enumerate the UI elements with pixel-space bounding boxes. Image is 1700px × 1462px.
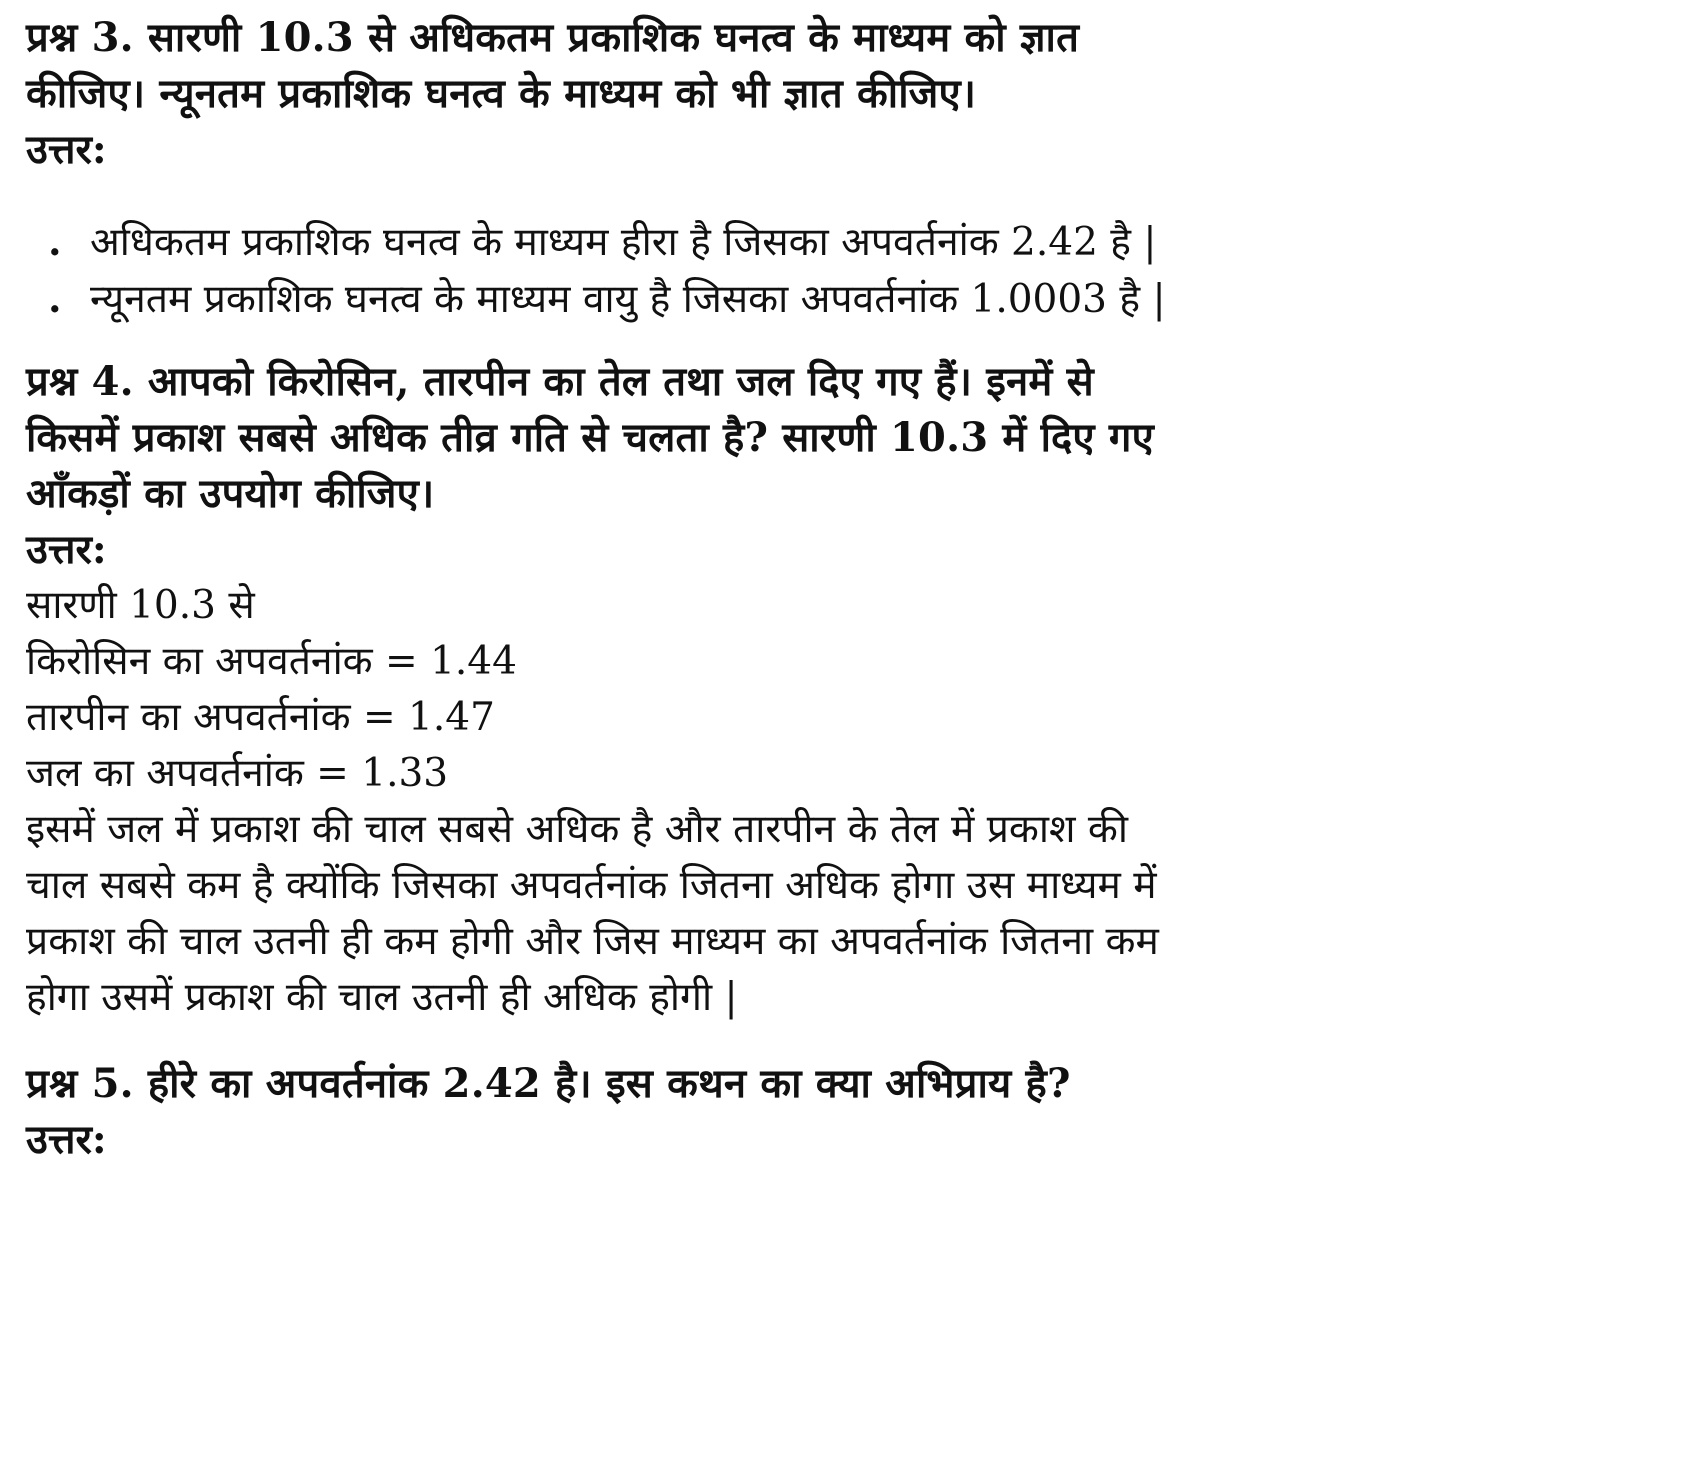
list-item-text: न्यूनतम प्रकाशिक घनत्व के माध्यम वायु है जिसका अपवर्तनांक 1.0003 है | [90, 277, 1166, 322]
question-3-answer-list [26, 214, 1176, 328]
bullet-icon: . [48, 219, 62, 265]
bullet-icon: . [48, 276, 62, 322]
list-item [26, 214, 1176, 271]
answer-explanation: इसमें जल में प्रकाश की चाल सबसे अधिक है और तारपीन के तेल में प्रकाश की चाल सबसे कम है क्योंकि जिसका अपवर्तनांक जितना अधिक होगा उस माध्यम में प्रकाश की चाल उतनी ही कम होगी और जिस माध्यम का अपवर्तनांक जितना कम होगा उसमें प्रकाश की चाल उतनी ही अधिक होगी | [26, 807, 1159, 1020]
list-item-text: अधिकतम प्रकाशिक घनत्व के माध्यम हीरा है जिसका अपवर्तनांक 2.42 है | [90, 220, 1157, 265]
answer-line-turpentine: तारपीन का अपवर्तनांक = 1.47 [26, 695, 495, 740]
question-5-text: प्रश्न 5. हीरे का अपवर्तनांक 2.42 है। इस कथन का क्या अभिप्राय है? [26, 1060, 1071, 1107]
question-3-answer-label: उत्तर: [26, 126, 107, 173]
answer-line-kerosene: किरोसिन का अपवर्तनांक = 1.44 [26, 639, 517, 684]
question-4-block [26, 354, 1176, 1026]
document-page [26, 10, 1176, 1168]
question-5-answer-label: उत्तर: [26, 1116, 107, 1163]
answer-line-source: सारणी 10.3 से [26, 583, 255, 628]
question-4-answer-label: उत्तर: [26, 526, 107, 573]
question-5-block [26, 1056, 1176, 1168]
question-4-text: प्रश्न 4. आपको किरोसिन, तारपीन का तेल तथा जल दिए गए हैं। इनमें से किसमें प्रकाश सबसे अधिक तीव्र गति से चलता है? सारणी 10.3 में दिए गए आँकड़ों का उपयोग कीजिए। [26, 358, 1154, 517]
section-spacer [26, 1026, 1176, 1056]
question-3-text: प्रश्न 3. सारणी 10.3 से अधिकतम प्रकाशिक घनत्व के माध्यम को ज्ञात कीजिए। न्यूनतम प्रकाशिक घनत्व के माध्यम को भी ज्ञात कीजिए। [26, 14, 1080, 117]
question-3-block [26, 10, 1176, 328]
answer-line-water: जल का अपवर्तनांक = 1.33 [26, 751, 449, 796]
list-item [26, 271, 1176, 328]
